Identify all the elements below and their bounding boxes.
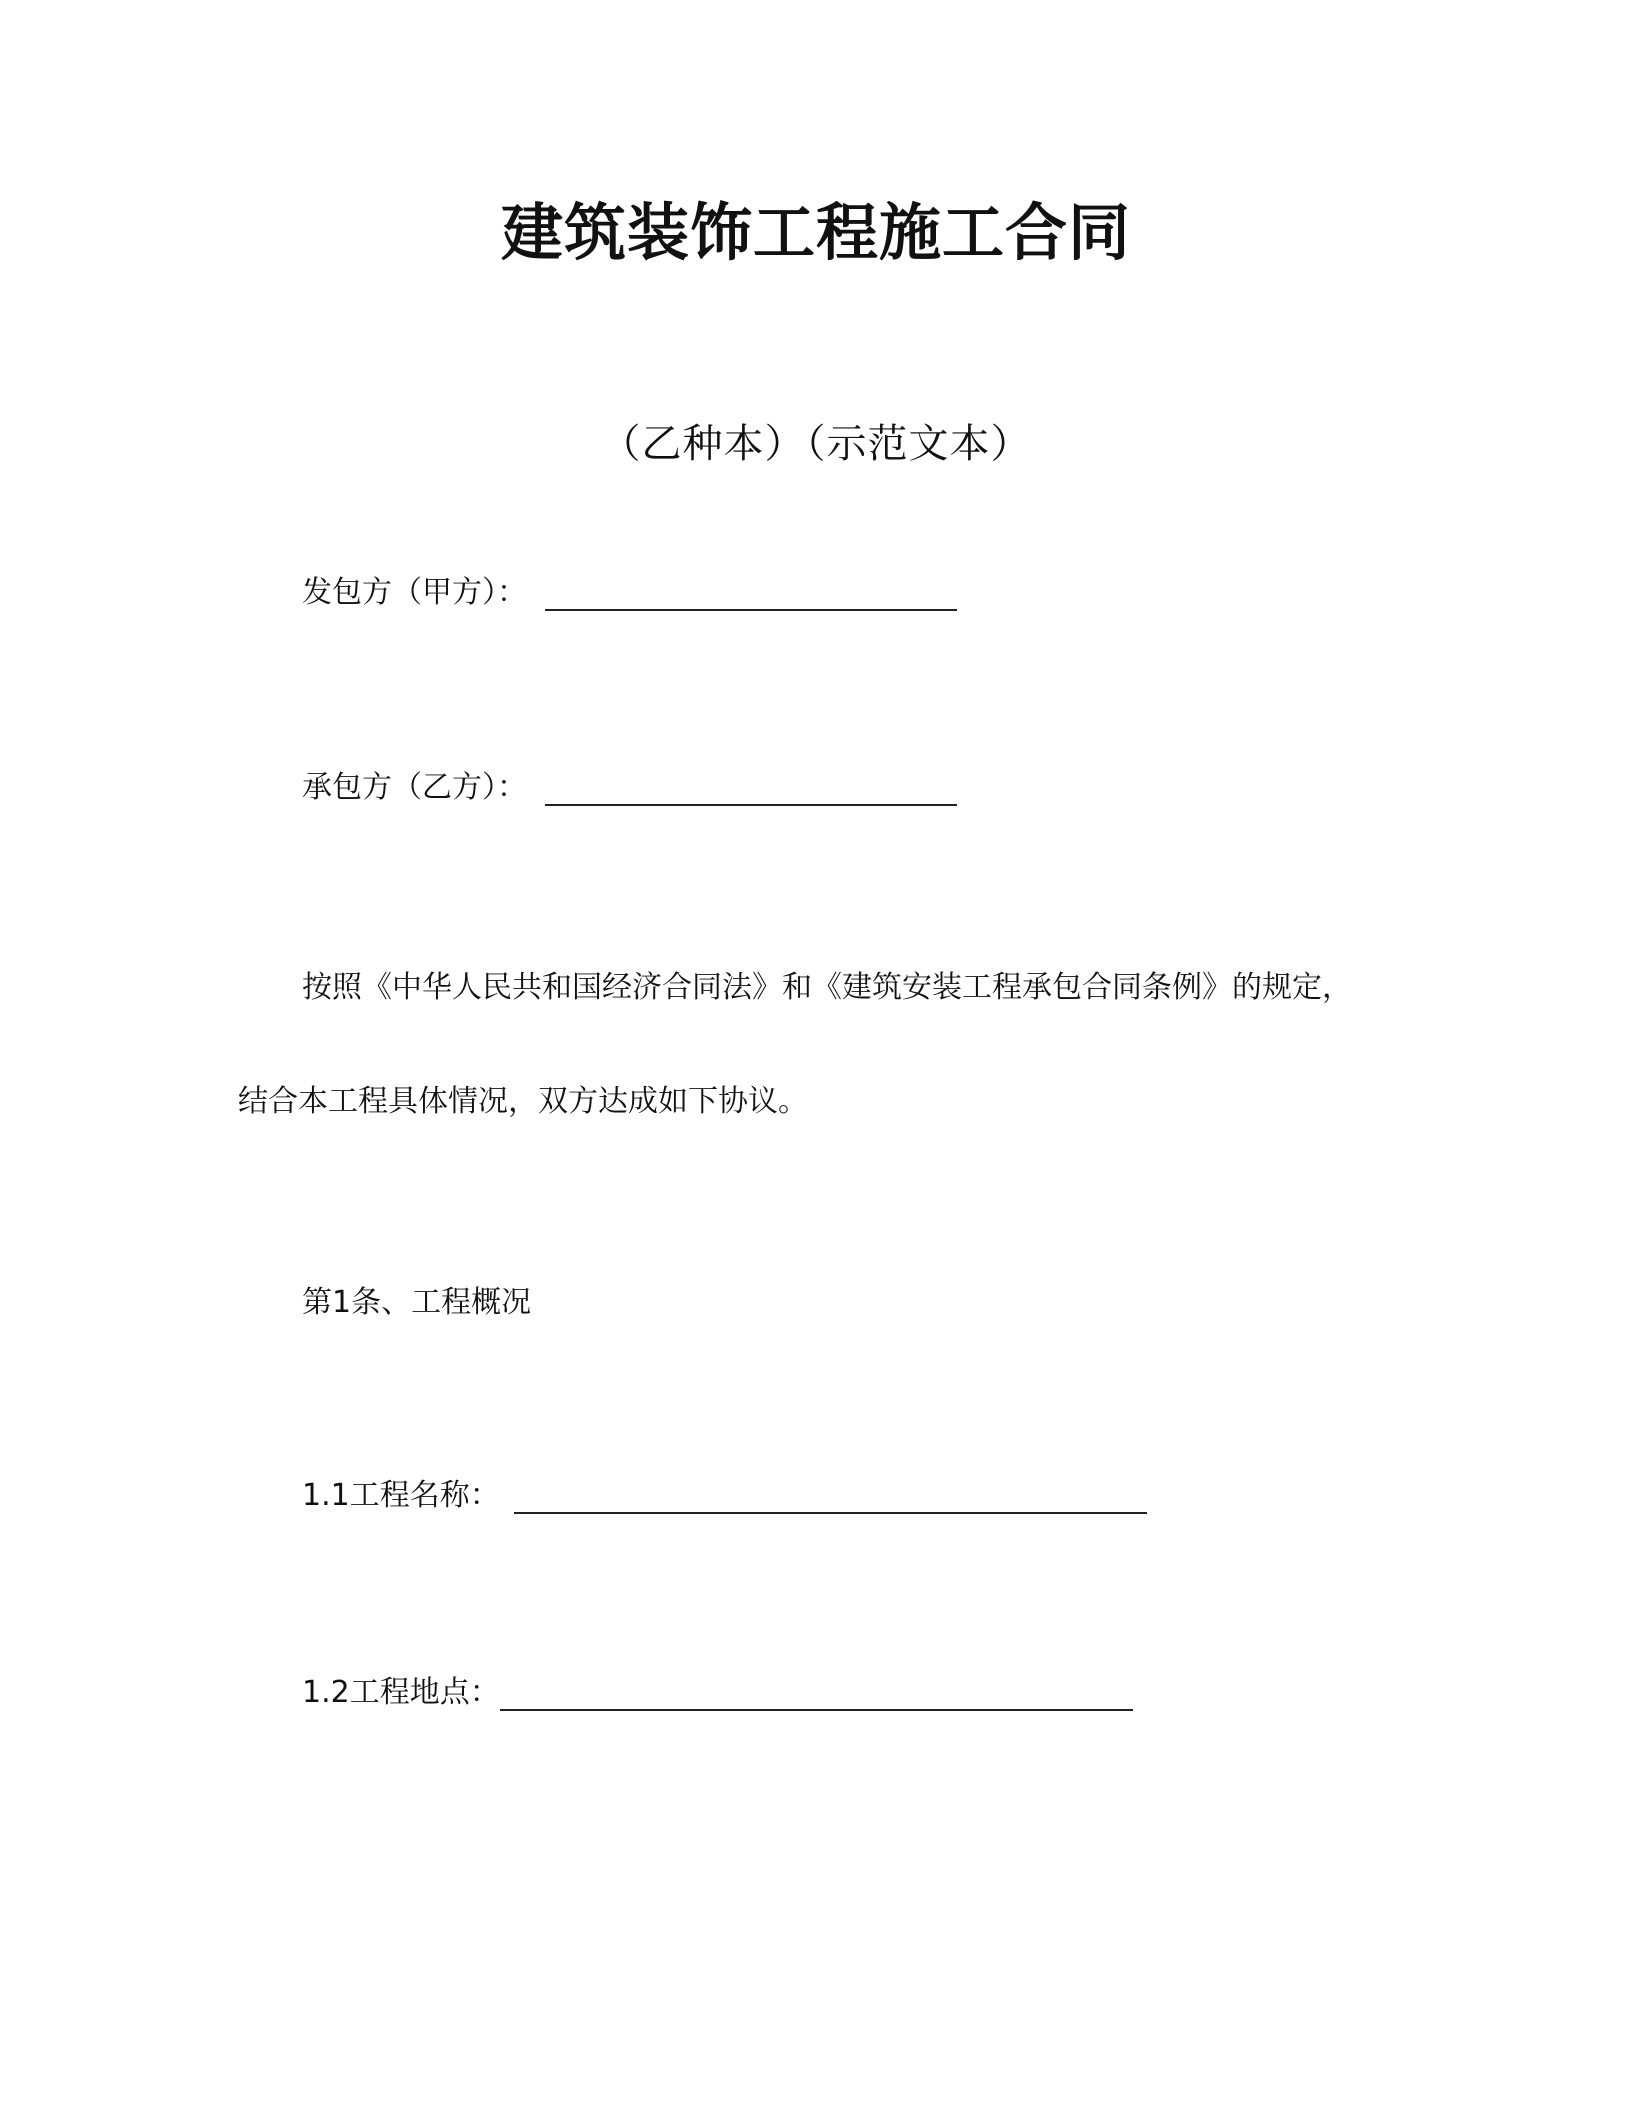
project-location-label: 1.2工程地点： [302,1675,500,1710]
project-name-row [302,1478,1147,1514]
party-b-label: 承包方（乙方）： [302,770,527,805]
project-location-blank-line[interactable] [500,1675,1133,1711]
article-1-heading: 第1条、工程概况 [302,1285,532,1320]
party-b-row [302,770,957,806]
preamble-line-2: 结合本工程具体情况，双方达成如下协议。 [238,1084,808,1119]
document-subtitle: （乙种本）（示范文本） [600,421,1032,467]
document-title: 建筑装饰工程施工合同 [500,196,1131,269]
project-location-row [302,1675,1133,1711]
party-a-row [302,575,957,611]
party-b-blank-line[interactable] [545,770,957,806]
party-a-blank-line[interactable] [545,575,957,611]
project-name-label: 1.1工程名称： [302,1478,500,1513]
project-name-blank-line[interactable] [514,1478,1147,1514]
party-a-label: 发包方（甲方）： [302,575,527,610]
preamble-line-1: 按照《中华人民共和国经济合同法》和《建筑安装工程承包合同条例》的规定， [302,970,1352,1005]
